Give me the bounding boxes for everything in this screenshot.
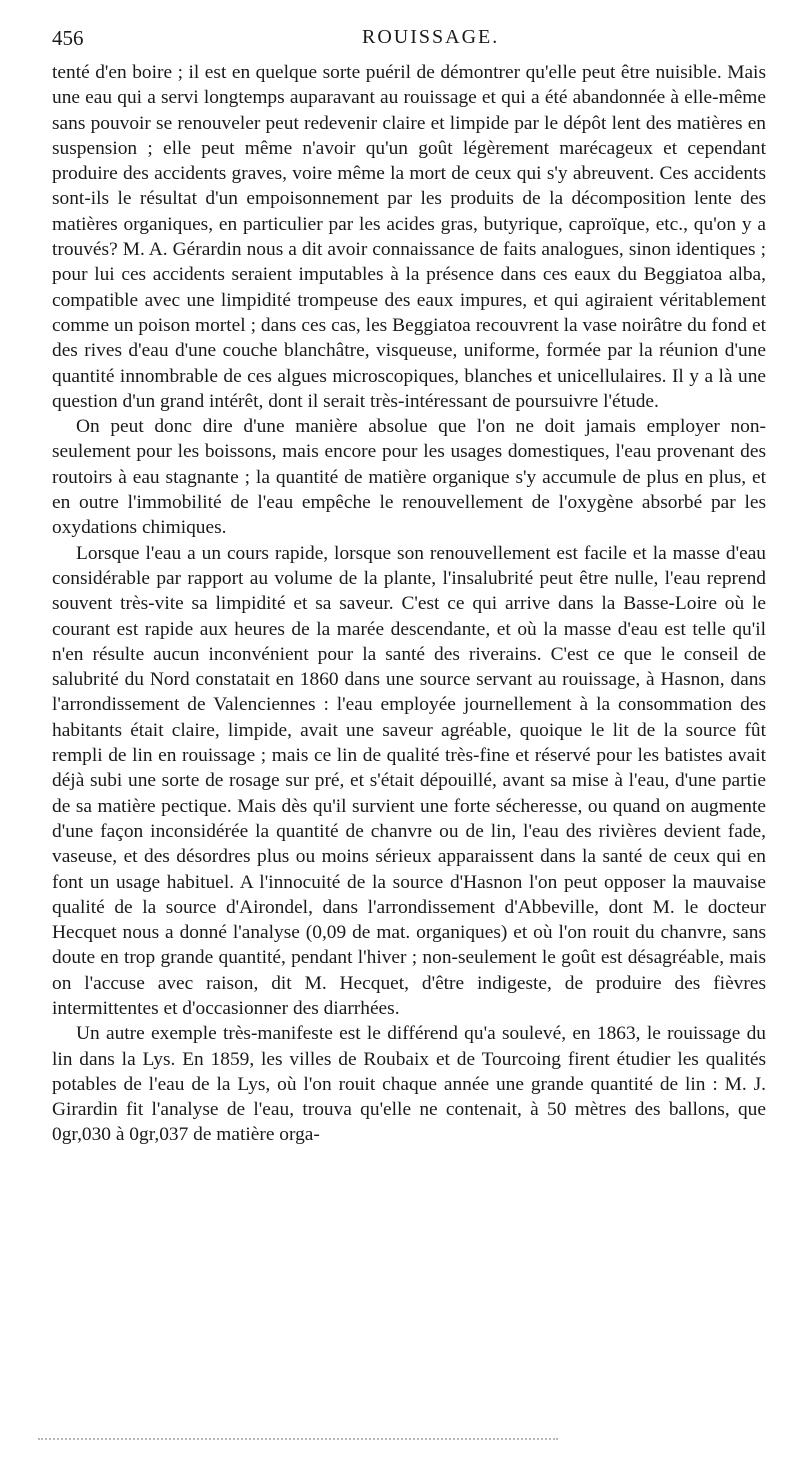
page-number: 456 <box>52 26 84 50</box>
footer-dotted-rule <box>38 1438 558 1440</box>
book-page <box>52 26 766 1148</box>
page-header <box>52 26 766 60</box>
body-text <box>52 60 766 1148</box>
paragraph-cours-rapide: Lorsque l'eau a un cours rapide, lorsque son renouvellement est facile et la masse d'eau considérable par rapport au volume de la plante, l'insalubrité peut être nulle, l'eau reprend souvent très-vite sa limpidité et sa saveur. C'est ce qui arrive dans la Basse-Loire où le courant est rapide aux heures de la marée descendante, et où la masse d'eau est telle qu'il n'en résulte aucun inconvénient pour la santé des riverains. C'est ce que le conseil de salubrité du Nord constatait en 1860 dans une source servant au rouissage, à Hasnon, dans l'arrondissement de Valenciennes : l'eau employée journellement à la consommation des habitants était claire, limpide, avait une saveur agréable, quoique le lit de la source fût rempli de lin en rouissage ; mais ce lin de qualité très-fine et réservé pour les batistes avait déjà subi une sorte de rosage sur pré, et s'était dépouillé, avant sa mise à l'eau, d'une partie de sa matière pectique. Mais dès qu'il survient une forte sécheresse, ou quand on augmente d'une façon inconsidérée la quantité de chanvre ou de lin, l'eau des rivières devient fade, vaseuse, et des désordres plus ou moins sérieux apparaissent dans la santé de ceux qui en font un usage habituel. A l'innocuité de la source d'Hasnon l'on peut opposer la mauvaise qualité de la source d'Airondel, dans l'arrondissement d'Abbeville, dont M. le docteur Hecquet nous a donné l'analyse (0,09 de mat. organiques) et où l'on rouit du chanvre, sans doute en trop grande quantité, pendant l'hiver ; non-seulement le goût est désagréable, mais on l'accuse avec raison, dit M. Hecquet, d'être indigeste, de produire des fièvres intermittentes et d'occasionner des diarrhées. <box>52 542 766 1019</box>
running-title: ROUISSAGE. <box>362 26 500 48</box>
paragraph-routoirs: On peut donc dire d'une manière absolue que l'on ne doit jamais employer non-seulement pour les boissons, mais encore pour les usages domestiques, l'eau provenant des routoirs à eau stagnante ; la quantité de matière organique s'y accumule de plus en plus, et en outre l'immobilité de l'eau empêche le renouvellement de l'oxygène absorbé par les oxydations chimiques. <box>52 416 766 539</box>
paragraph-continuation: tenté d'en boire ; il est en quelque sorte puéril de démontrer qu'elle peut être nuisible. Mais une eau qui a servi longtemps auparavant au rouissage et qui a été abandonnée à elle-même sans pouvoir se renouveler peut redevenir claire et limpide par le dépôt lent des matières en suspension ; elle peut même n'avoir qu'un goût légèrement marécageux et cependant produire des accidents graves, voire même la mort de ceux qui s'y abreuvent. Ces accidents sont-ils le résultat d'un empoisonnement par les produits de la décomposition lente des matières organiques, en particulier par les acides gras, butyrique, caproïque, etc., qu'on y a trouvés? M. A. Gérardin nous a dit avoir connaissance de faits analogues, sinon identiques ; pour lui ces accidents seraient imputables à la présence dans ces eaux du Beggiatoa alba, compatible avec une limpidité trompeuse des eaux impures, et qui agiraient véritablement comme un poison mortel ; dans ces cas, les Beggiatoa recouvrent la vase noirâtre du fond et des rives d'eau d'une couche blanchâtre, visqueuse, uniforme, formée par la réunion d'une quantité innombrable de ces algues microscopiques, blanches et unicellulaires. Il y a là une question d'un grand intérêt, dont il serait très-intéressant de poursuivre l'étude. <box>52 62 766 412</box>
paragraph-lys: Un autre exemple très-manifeste est le différend qu'a soulevé, en 1863, le rouissage du lin dans la Lys. En 1859, les villes de Roubaix et de Tourcoing firent étudier les qualités potables de l'eau de la Lys, où l'on rouit chaque année une grande quantité de lin : M. J. Girardin fit l'analyse de l'eau, trouva qu'elle ne contenait, à 50 mètres des ballons, que 0gr,030 à 0gr,037 de matière orga- <box>52 1023 766 1146</box>
